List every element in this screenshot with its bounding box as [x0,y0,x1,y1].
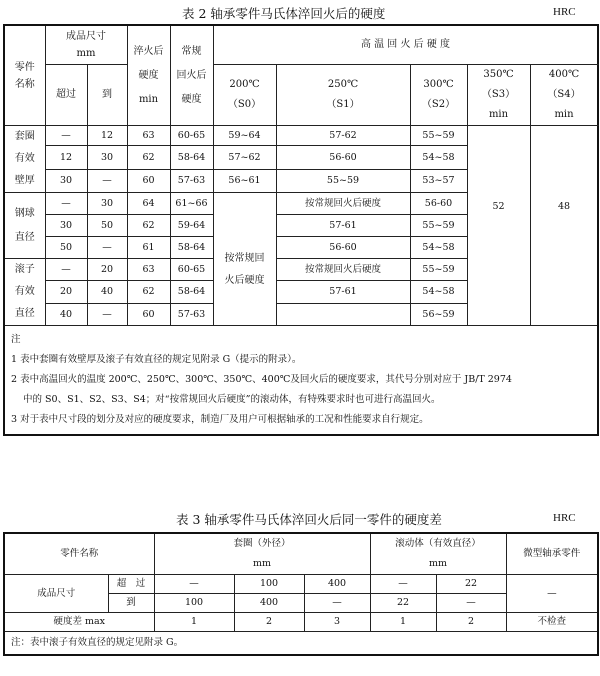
group-label-roller: 滚子 有效 直径 [4,259,45,326]
cell: 不检查 [506,613,598,632]
cell: — [370,575,436,594]
rolling-header: 滚动体（有效直径） [370,533,506,554]
cell: 20 [45,281,87,303]
rolling-unit: mm [370,554,506,574]
part-name-header: 零件 名称 [4,25,45,126]
size-header: 成品尺寸 mm [45,25,127,65]
cell: 63 [127,259,170,281]
cell: 30 [45,215,87,237]
cell: 2 [436,613,506,632]
cell: 60 [127,303,170,325]
cell: 40 [45,303,87,325]
cell: 20 [87,259,127,281]
over-header: 超过 [45,65,87,126]
s1-header: 250℃ （S1） [276,65,410,126]
cell: — [45,126,87,146]
s4-blank [530,126,598,193]
cell: 40 [87,281,127,303]
cell: — [87,237,127,259]
cell: 56-60 [276,237,410,259]
cell: 54~58 [410,146,467,169]
normal-temper-header: 常规 回火后 硬度 [170,25,213,126]
cell: 54~58 [410,237,467,259]
cell: 61~66 [170,193,213,215]
hardness-diff-table [3,532,599,656]
cell: — [154,575,234,594]
cell [213,193,276,215]
note-2: 2 表中高温回火的温度 200℃、250℃、300℃、350℃、400℃及回火后的硬度要求，其代号分别对应于 JB/T 2974 [11,374,512,385]
table3-note: 注：表中滚子有效直径的规定见附录 G。 [4,632,598,656]
ring-unit: mm [154,554,370,574]
to-label: 到 [108,594,154,613]
cell: 58-64 [170,237,213,259]
high-temper-header: 高 温 回 火 后 硬 度 [213,25,598,65]
cell: 3 [304,613,370,632]
cell: 30 [87,193,127,215]
cell: 55~59 [410,259,467,281]
note-2-cont: 中的 S0、S1、S2、S3、S4；对“按常规回火后硬度”的滚动体，有特殊要求时也可进行高温回火。 [23,394,441,405]
merged-normal-cell: 按常规回火后硬度 [276,259,410,281]
ring-header: 套圈（外径） [154,533,370,554]
cell: — [506,575,598,613]
cell: 100 [154,594,234,613]
cell: 63 [127,126,170,146]
micro-header: 微型轴承零件 [506,533,598,575]
cell: — [304,594,370,613]
table2-notes [4,326,598,436]
group-label-ball: 钢球 直径 [4,193,45,259]
cell: — [87,169,127,192]
cell: 55~59 [276,169,410,192]
table2-unit: HRC [553,6,576,18]
cell: 56-60 [276,146,410,169]
cell: 2 [234,613,304,632]
cell: 60-65 [170,259,213,281]
cell: 12 [87,126,127,146]
diff-label: 硬度差 max [4,613,154,632]
s3-blank [467,126,530,193]
merged-200-cell: 按常规回 火后硬度 [213,215,276,326]
cell: 57-62 [276,126,410,146]
cell: 58-64 [170,146,213,169]
s2-header: 300℃ （S2） [410,65,467,126]
cell: 61 [127,237,170,259]
cell: — [45,193,87,215]
s3-header: 350℃ （S3） min [467,65,530,126]
note-3: 3 对于表中尺寸段的划分及对应的硬度要求，制造厂及用户可根据轴承的工况和性能要求自行规定。 [11,414,429,425]
cell: 64 [127,193,170,215]
merged-normal-cell: 按常规回火后硬度 [276,193,410,215]
table3-caption: 表 3 轴承零件马氏体淬回火后同一零件的硬度差 [176,512,442,527]
note-title: 注 [11,334,21,345]
cell: 57-63 [170,303,213,325]
cell: 59~64 [213,126,276,146]
cell: 57-61 [276,281,410,303]
cell: 22 [370,594,436,613]
part-name-header: 零件名称 [4,533,154,575]
cell: 22 [436,575,506,594]
cell: 59-64 [170,215,213,237]
cell: — [87,303,127,325]
cell: 100 [234,575,304,594]
cell: 30 [87,146,127,169]
s4-value: 48 [530,193,598,326]
cell: 56-60 [410,193,467,215]
over-label: 超 过 [108,575,154,594]
cell: 55~59 [410,126,467,146]
table2-caption: 表 2 轴承零件马氏体淬回火后的硬度 [182,6,386,21]
cell: 50 [45,237,87,259]
note-1: 1 表中套圈有效壁厚及滚子有效直径的规定见附录 G（提示的附录）。 [11,354,302,365]
hardness-table [3,24,599,436]
cell: 53~57 [410,169,467,192]
table3-unit: HRC [553,512,576,524]
quench-header: 淬火后 硬度 min [127,25,170,126]
cell: 62 [127,281,170,303]
cell: 60 [127,169,170,192]
table-row [4,126,598,146]
cell: 56~59 [410,303,467,325]
cell: 12 [45,146,87,169]
cell: 62 [127,146,170,169]
cell: 1 [154,613,234,632]
group-label-ring: 套圈 有效 壁厚 [4,126,45,193]
cell: 56~61 [213,169,276,192]
s4-header: 400℃ （S4） min [530,65,598,126]
size-label: 成品尺寸 [4,575,108,613]
to-header: 到 [87,65,127,126]
cell [276,303,410,325]
cell: 30 [45,169,87,192]
cell: 50 [87,215,127,237]
table-row [4,193,598,215]
cell: 54~58 [410,281,467,303]
table-row [4,575,598,594]
cell: 58-64 [170,281,213,303]
cell: 55~59 [410,215,467,237]
cell: 57-63 [170,169,213,192]
cell: 57-61 [276,215,410,237]
cell: 400 [304,575,370,594]
cell: 1 [370,613,436,632]
cell: 400 [234,594,304,613]
cell: — [45,259,87,281]
cell: 62 [127,215,170,237]
cell: — [436,594,506,613]
cell: 60-65 [170,126,213,146]
s3-value: 52 [467,193,530,326]
cell: 57~62 [213,146,276,169]
table-row [4,613,598,632]
s0-header: 200℃ （S0） [213,65,276,126]
